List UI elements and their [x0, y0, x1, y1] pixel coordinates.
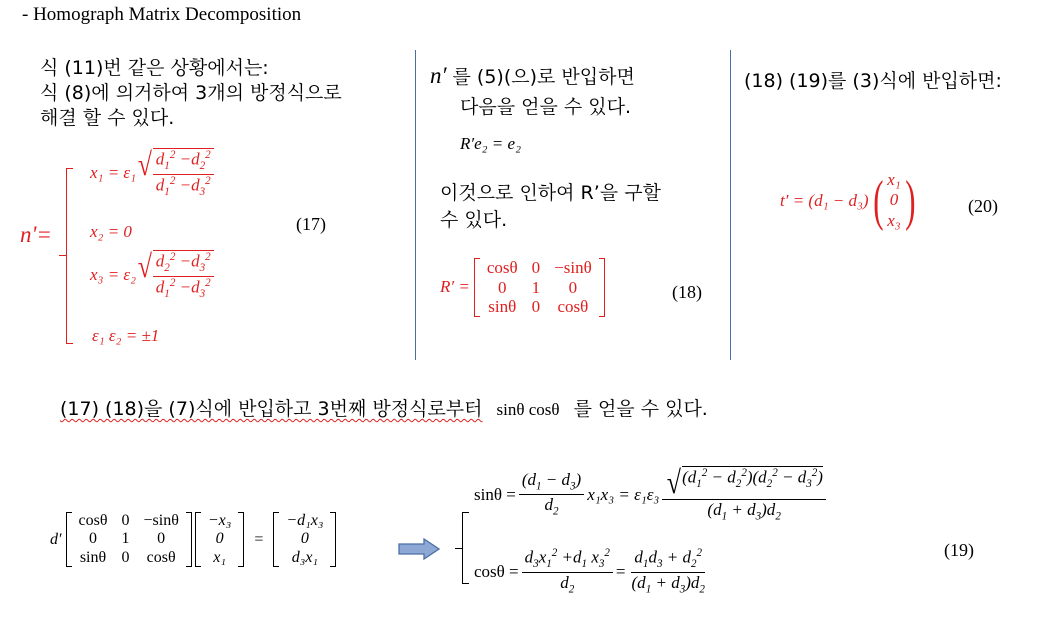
- eq17-x3: [90, 250, 214, 300]
- eq17-x2: x₂ = 0: [90, 222, 132, 241]
- matrix-cell: cosθ: [146, 548, 176, 566]
- column-divider-1: [415, 50, 416, 360]
- column-divider-2: [730, 50, 731, 360]
- eq20-prefix: t′ = (d₁ − d₃): [780, 190, 869, 210]
- bottom-sentence-a: (17) (18)을 (7)식에 반입하고 3번째 방정식로부터: [60, 398, 483, 420]
- matrix-cell: 0: [531, 297, 541, 317]
- matrix-cell: −sinθ: [143, 512, 179, 529]
- vector-cell: x₁: [213, 548, 226, 566]
- col1-text: [40, 56, 342, 131]
- eq19-sin-lhs: sinθ =: [474, 484, 516, 504]
- eq19-cos: cosθ = $\frac{d_3x_1^2 +d_1 x_3^2}{d_2}$ = $\frac{d_1d_3 + d_2^2}{(d_1 + d_3)d_2}$: [474, 547, 705, 596]
- col2-line-1: 를 (5)(으)로 반입하면: [452, 66, 635, 88]
- bottom-matrix-eq: [50, 512, 336, 567]
- col1-line-3: 해결 할 수 있다.: [40, 107, 175, 129]
- r-prime-matrix: [474, 258, 605, 317]
- col1-line-1: 식 (11)번 같은 상황에서는:: [40, 57, 269, 79]
- matrix-cell: 1: [531, 277, 541, 297]
- matrix-cell: 0: [89, 530, 97, 548]
- eq17-x1-sqrt: √ $\frac{d_1^2 -d_2^2}{d_1^2 -d_3^2}$: [136, 148, 214, 198]
- matrix-cell: 0: [531, 258, 541, 277]
- implies-arrow-icon: [398, 538, 440, 560]
- matrix-cell: 0: [121, 512, 130, 529]
- col2-line-3: 이것으로 인하여 R’을 구할: [440, 182, 661, 204]
- matrix-cell: 1: [121, 530, 130, 548]
- matrix-cell: 0: [568, 277, 578, 297]
- n-prime-symbol: n′: [430, 63, 447, 88]
- eq19-number: (19): [944, 540, 974, 560]
- bottom-sentence: [60, 394, 708, 421]
- eq17-brace-tick-mid: [59, 255, 66, 256]
- matrix-cell: 0: [121, 548, 130, 566]
- eq17-x1: [90, 148, 214, 198]
- eq17-x3-sqrt: √ $\frac{d_2^2 -d_3^2}{d_1^2 -d_3^2}$: [136, 250, 214, 300]
- eq19-cos-lhs: cosθ =: [474, 561, 519, 581]
- vector-cell: 0: [215, 530, 224, 548]
- matrix-cell: cosθ: [486, 258, 518, 277]
- page-title: - Homograph Matrix Decomposition: [22, 4, 302, 25]
- matrix-cell: −sinθ: [554, 258, 592, 277]
- bottom-input-vector: [195, 512, 244, 567]
- eq20-number: (20): [968, 196, 998, 216]
- eq17-brace-tick-top: [66, 168, 73, 169]
- vector-cell: d₃x₁: [291, 548, 318, 566]
- eq19-brace-tick-top: [462, 512, 469, 513]
- bottom-sentence-b: 를 얻을 수 있다.: [573, 398, 708, 420]
- col3-line-1: (18) (19)를 (3)식에 반입하면:: [744, 70, 1002, 92]
- eq17-brace: [66, 168, 67, 344]
- matrix-cell: 0: [497, 277, 507, 297]
- col2-eq-re2: R′e₂ = e₂: [460, 134, 521, 153]
- eq19-sin-mid: x₁x₃ = ε₁ε₃: [587, 484, 660, 504]
- vector-cell: x₁: [887, 170, 901, 189]
- matrix-cell: 0: [157, 530, 166, 548]
- vector-cell: 0: [889, 190, 899, 210]
- d-prime: d′: [50, 530, 62, 548]
- eq17-number: (17): [296, 214, 326, 234]
- eq18-number: (18): [672, 282, 702, 302]
- eq19-sin: sinθ = $\frac{(d_1 - d_3)}{d_2}$ x₁x₃ = ε₁ε₃ √ $(d_1^2 - d_2^2)(d_2^2 - d_3^2)$ $(d_1 + d_3)d_2$: [474, 466, 826, 523]
- eq19-brace-tick-bot: [462, 583, 469, 584]
- eq17-brace-tick-bot: [66, 343, 73, 344]
- eq20-vector: ( x₁ 0 x₃ ): [872, 169, 916, 232]
- equals-sign: =: [254, 530, 264, 548]
- col2-line-2: 다음을 얻을 수 있다.: [460, 96, 631, 118]
- matrix-cell: cosθ: [78, 512, 108, 529]
- vector-cell: −x₃: [207, 512, 232, 529]
- eq20: [780, 170, 919, 231]
- eq17-eps: ε₁ ε₂ = ±1: [92, 326, 160, 345]
- r-prime-matrix-eq: [440, 258, 605, 317]
- eq19-brace-tick-mid: [455, 548, 462, 549]
- vector-cell: −d₁x₃: [286, 512, 324, 529]
- bottom-sentence-math: sinθ cosθ: [496, 400, 560, 419]
- bottom-rotation-matrix: [66, 512, 192, 567]
- matrix-cell: cosθ: [557, 297, 589, 317]
- col2-intro: [430, 62, 635, 89]
- matrix-cell: sinθ: [79, 548, 107, 566]
- eq19-brace: [462, 512, 463, 584]
- bottom-output-vector: [273, 512, 336, 567]
- matrix-cell: sinθ: [488, 297, 517, 317]
- vector-cell: x₃: [887, 210, 901, 230]
- r-prime-label: R′ =: [440, 277, 470, 297]
- eq17-x3-lhs: x₃ = ε₂: [90, 265, 137, 285]
- col2-line-4: 수 있다.: [440, 209, 508, 231]
- n-prime-label: n'=: [20, 222, 52, 247]
- eq17-x1-lhs: x₁ = ε₁: [90, 163, 137, 183]
- col1-line-2: 식 (8)에 의거하여 3개의 방정식으로: [40, 82, 342, 104]
- vector-cell: 0: [300, 530, 309, 548]
